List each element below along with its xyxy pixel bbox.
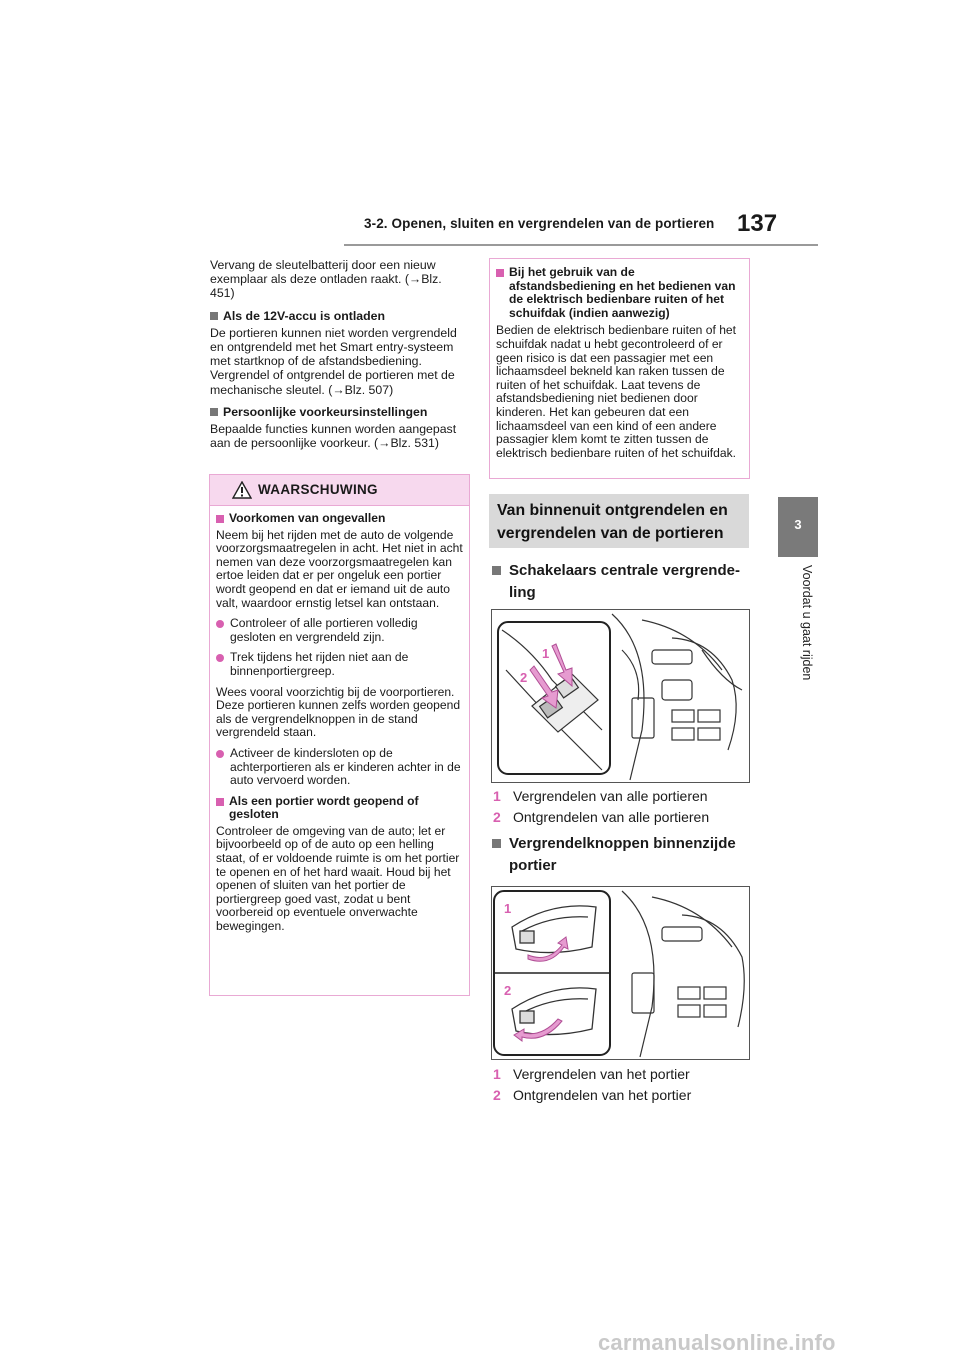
watermark: carmanualsonline.info — [598, 1330, 836, 1355]
square-bullet-icon — [492, 839, 501, 848]
door-handle-illustration-icon — [492, 887, 749, 1059]
list-item: 1 Vergrendelen van alle portieren — [493, 788, 708, 804]
section-text: Bepaalde functies kunnen worden aangepast aan de persoonlijke voorkeur. (→Blz. 531) — [210, 422, 457, 451]
page-number: 137 — [737, 210, 778, 237]
left-column — [210, 258, 468, 458]
warning-title: WAARSCHUWING — [258, 482, 378, 497]
figure-label-2: 2 — [520, 670, 528, 685]
inside-knobs-illustration — [491, 886, 750, 1060]
door-switch-illustration-icon — [492, 610, 749, 782]
round-bullet-icon — [216, 654, 224, 662]
info-heading: Bij het gebruik van de afstandsbediening en het bedienen van de elektrisch bedienbare ruiten of het schuifdak (indien aanwezig) — [496, 266, 743, 320]
square-bullet-icon — [496, 269, 504, 277]
square-bullet-icon — [216, 798, 224, 806]
warning-bullet: Trek tijdens het rijden niet aan de binnenportiergreep. — [216, 651, 463, 678]
section-text: De portieren kunnen niet worden vergrendeld en ontgrendeld met het Smart entry-systeem met startknop of de afstandsbediening. Vergrendel of ontgrendel de portieren met de mechanische sleutel. (→Blz. 507) — [210, 325, 457, 397]
warning-bullet: Controleer of alle portieren volledig gesloten en vergrendeld zijn. — [216, 617, 463, 644]
warning-subheading: Als een portier wordt geopend of gesloten — [216, 795, 463, 822]
section-title: 3-2. Openen, sluiten en vergrendelen van de portieren — [364, 216, 715, 231]
square-bullet-icon — [216, 515, 224, 523]
info-text: Bedien de elektrisch bedienbare ruiten of het schuifdak nadat u hebt gecontroleerd of er geen risico is dat een passagier met een lichaamsdeel bekneld kan raken tussen de ruiten of het schuifdak. Laat tevens de afstandsbediening niet bedienen door kinderen. Het kan gebeuren dat een lichaamsdeel van een kind of een andere passagier klem komt te zitten tussen de elektrisch bedienbare ruiten of het schuifdak. — [496, 323, 737, 460]
warning-text: Wees vooral voorzichtig bij de voorportieren. Deze portieren kunnen zelfs worden geopend als de vergrendelknoppen in de stand vergrendeld staan. — [216, 684, 461, 740]
round-bullet-icon — [216, 750, 224, 758]
list-item: 2 Ontgrendelen van alle portieren — [493, 809, 710, 825]
section-heading: Persoonlijke voorkeursinstellingen — [210, 405, 468, 419]
warning-bullet: Activeer de kindersloten op de achterportieren als er kinderen achter in de auto vervoerd worden. — [216, 747, 463, 788]
chapter-tab: 3 — [778, 497, 818, 557]
central-switch-heading: Schakelaars centrale vergrende- ling — [492, 560, 740, 604]
square-bullet-icon — [492, 566, 501, 575]
figure-label-1: 1 — [542, 646, 550, 661]
list-item: 1 Vergrendelen van het portier — [493, 1066, 690, 1082]
chapter-title: Voordat u gaat rijden — [800, 565, 814, 681]
warning-header — [210, 475, 469, 506]
figure-label-2: 2 — [504, 983, 512, 998]
inside-knobs-heading: Vergrendelknoppen binnenzijde portier — [492, 833, 736, 877]
list-item: 2 Ontgrendelen van het portier — [493, 1087, 692, 1103]
intro-text: Vervang de sleutelbatterij door een nieuw exemplaar als deze ontladen raakt. (→Blz. 451) — [210, 258, 442, 301]
chapter-side-title — [798, 565, 818, 735]
header-rule — [344, 244, 818, 246]
square-bullet-icon — [210, 408, 218, 416]
round-bullet-icon — [216, 620, 224, 628]
square-bullet-icon — [210, 312, 218, 320]
warning-text: Neem bij het rijden met de auto de volgende voorzorgsmaatregelen in acht. Het niet in acht nemen van deze voorzorgsmaatregelen kan ertoe leiden dat er per ongeluk een portier wordt geopend en dat er iemand uit de auto valt, waardoor ernstig letsel kan ontstaan. — [216, 527, 463, 610]
figure-label-1: 1 — [504, 901, 512, 916]
warning-triangle-icon — [232, 481, 252, 499]
warning-subheading: Voorkomen van ongevallen — [216, 512, 463, 526]
info-box — [489, 258, 750, 479]
section-heading: Als de 12V-accu is ontladen — [210, 309, 468, 323]
section-band-title: Van binnenuit ontgrendelen en vergrendelen van de portieren — [497, 502, 728, 542]
warning-text: Controleer de omgeving van de auto; let er bijvoorbeeld op of de auto op een helling staat, of er voldoende ruimte is om het portier te openen en of het hard waait. Houd bij het openen of sluiten van het portier de portiergreep goed vast, zodat u bent voorbereid op eventuele onverwachte bewegingen. — [216, 823, 460, 934]
section-band — [489, 494, 749, 548]
warning-box — [209, 474, 470, 996]
central-switch-illustration — [491, 609, 750, 783]
